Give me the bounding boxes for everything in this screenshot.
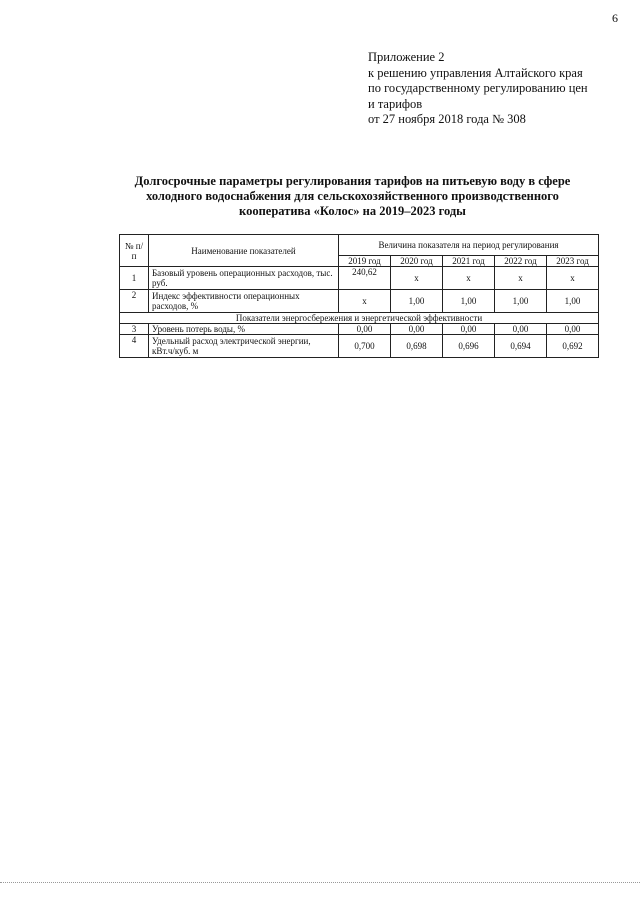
row-value: 0,00 [391, 324, 443, 335]
row-num: 4 [120, 335, 149, 358]
section-row [120, 313, 599, 324]
row-value: 0,700 [339, 335, 391, 358]
appendix-header [368, 50, 588, 128]
year-header: 2022 год [495, 256, 547, 267]
col-header-value: Величина показателя на период регулирования [339, 235, 599, 256]
bottom-divider [0, 882, 640, 883]
table-row [120, 290, 599, 313]
appendix-line: и тарифов [368, 96, 423, 111]
row-value: 0,00 [547, 324, 599, 335]
row-num: 2 [120, 290, 149, 313]
row-value: 0,00 [339, 324, 391, 335]
row-value: 1,00 [495, 290, 547, 313]
header-row [120, 235, 599, 256]
year-header: 2023 год [547, 256, 599, 267]
page-number: 6 [612, 11, 618, 25]
col-header-name: Наименование показателей [149, 235, 339, 267]
table-row [120, 267, 599, 290]
row-num: 1 [120, 267, 149, 290]
col-header-num: № п/п [120, 235, 149, 267]
year-header: 2020 год [391, 256, 443, 267]
table-row [120, 335, 599, 358]
appendix-line: от 27 ноября 2018 года № 308 [368, 112, 526, 126]
row-name: Базовый уровень операционных расходов, тыс. руб. [149, 267, 339, 290]
row-value: 1,00 [391, 290, 443, 313]
appendix-line: по государственному регулированию цен [368, 81, 588, 95]
year-header: 2021 год [443, 256, 495, 267]
row-value: х [339, 290, 391, 313]
row-value: 1,00 [443, 290, 495, 313]
row-value: 0,00 [443, 324, 495, 335]
row-value: 0,698 [391, 335, 443, 358]
row-num: 3 [120, 324, 149, 335]
row-value: 240,62 [339, 267, 391, 290]
parameters-table [119, 234, 599, 358]
row-name: Уровень потерь воды, % [149, 324, 339, 335]
row-value: х [547, 267, 599, 290]
table-row [120, 324, 599, 335]
document-title [120, 174, 585, 219]
title-line: кооператива «Колос» на 2019–2023 годы [239, 204, 466, 218]
row-value: 0,692 [547, 335, 599, 358]
row-value: 1,00 [547, 290, 599, 313]
row-value: 0,696 [443, 335, 495, 358]
appendix-line: к решению управления Алтайского края [368, 65, 583, 80]
appendix-line: Приложение 2 [368, 50, 445, 64]
row-value: х [495, 267, 547, 290]
row-value: 0,00 [495, 324, 547, 335]
row-value: х [391, 267, 443, 290]
title-line: Долгосрочные параметры регулирования тарифов на питьевую воду в сфере [134, 174, 571, 188]
row-value: х [443, 267, 495, 290]
title-line: холодного водоснабжения для сельскохозяйственного производственного [146, 189, 559, 203]
row-name: Индекс эффективности операционных расходов, % [149, 290, 339, 313]
row-value: 0,694 [495, 335, 547, 358]
section-title: Показатели энергосбережения и энергетической эффективности [120, 313, 599, 324]
row-name: Удельный расход электрической энергии, кВт.ч/куб. м [149, 335, 339, 358]
year-header: 2019 год [339, 256, 391, 267]
